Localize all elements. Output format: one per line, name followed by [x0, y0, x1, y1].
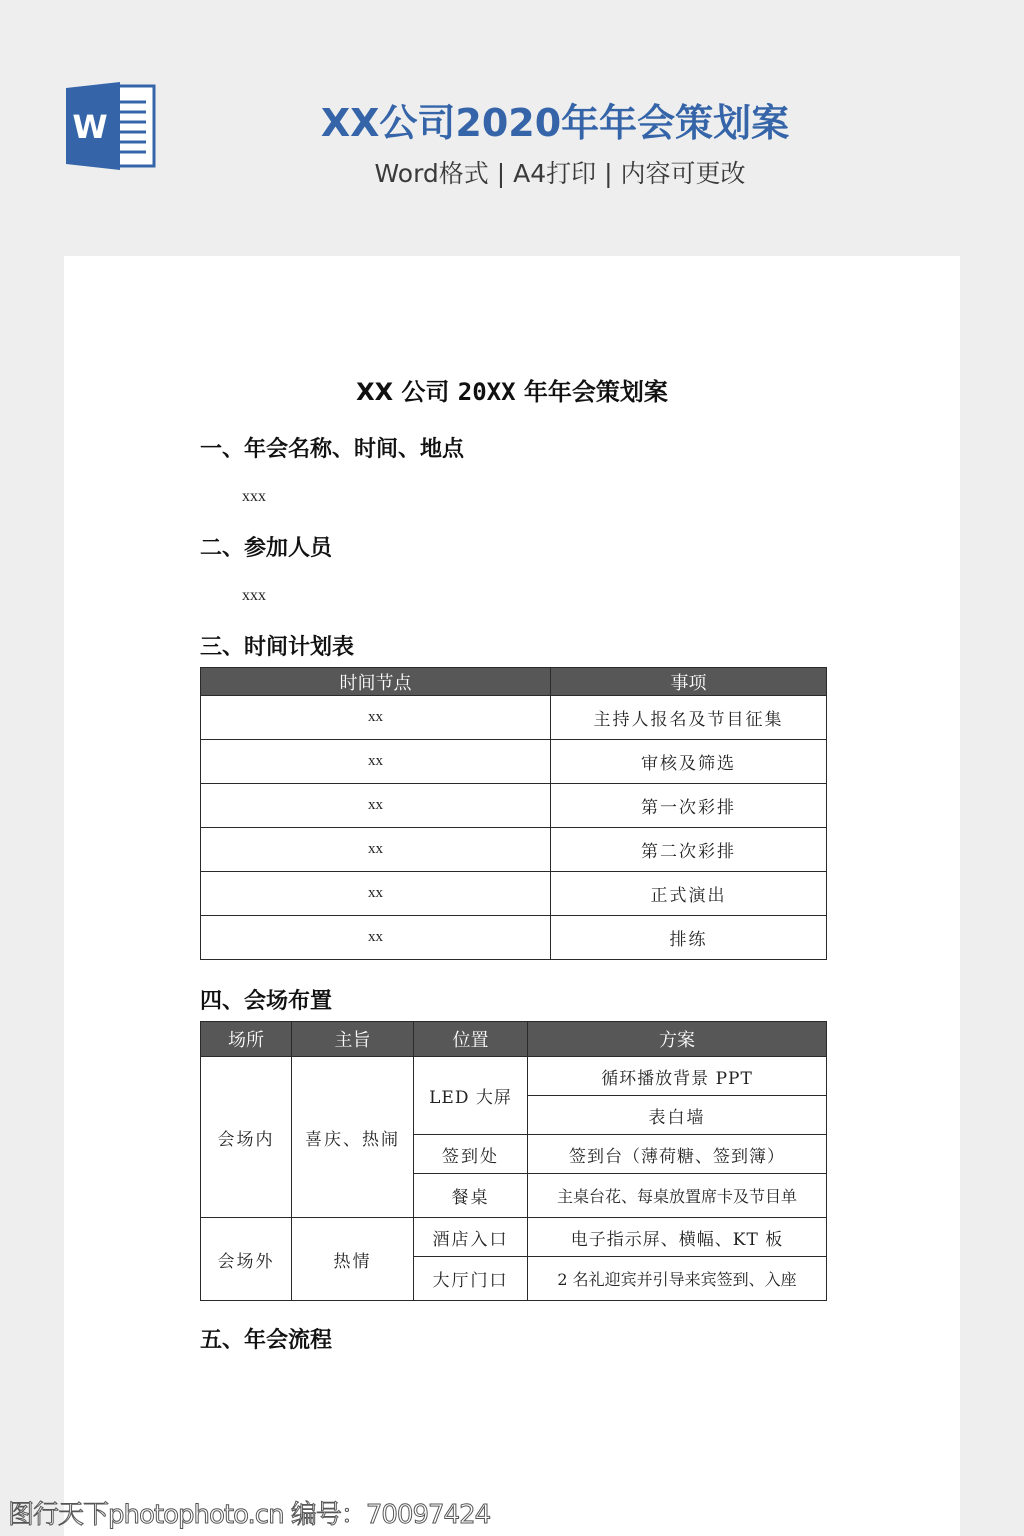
place-cell: 会场外 — [201, 1218, 292, 1301]
item-cell: 正式演出 — [551, 872, 827, 916]
header-time-node: 时间节点 — [201, 668, 551, 696]
document-page — [64, 256, 960, 1536]
time-cell: xx — [201, 784, 551, 828]
title-prefix: XX 公司 — [356, 378, 458, 406]
header-plan: 方案 — [528, 1022, 827, 1057]
item-cell: 主持人报名及节目征集 — [551, 696, 827, 740]
venue-table — [200, 1021, 827, 1301]
word-logo-letter: W — [72, 108, 108, 146]
theme-cell: 喜庆、热闹 — [292, 1057, 414, 1218]
table-row — [201, 916, 827, 960]
plan-cell: 电子指示屏、横幅、KT 板 — [528, 1218, 827, 1257]
time-cell: xx — [201, 872, 551, 916]
time-cell: xx — [201, 696, 551, 740]
table-row — [201, 784, 827, 828]
banner-subtitle: Word格式 | A4打印 | 内容可更改 — [374, 159, 746, 188]
plan-cell: 循环播放背景 PPT — [528, 1057, 827, 1096]
section-heading-4: 四、会场布置 — [200, 989, 333, 1014]
header-item: 事项 — [551, 668, 827, 696]
time-cell: xx — [201, 740, 551, 784]
section-1-content: xxx — [242, 488, 266, 505]
table-header-row — [201, 668, 827, 696]
theme-cell: 热情 — [292, 1218, 414, 1301]
item-cell: 排练 — [551, 916, 827, 960]
header-location: 位置 — [414, 1022, 528, 1057]
table-header-row — [201, 1022, 827, 1057]
header-place: 场所 — [201, 1022, 292, 1057]
plan-cell: 2 名礼迎宾并引导来宾签到、入座 — [528, 1257, 827, 1301]
table-row — [201, 872, 827, 916]
location-cell: LED 大屏 — [414, 1057, 528, 1135]
title-code: 20XX — [457, 378, 516, 406]
table-row — [201, 1218, 827, 1257]
item-cell: 第一次彩排 — [551, 784, 827, 828]
plan-cell: 主桌台花、每桌放置席卡及节目单 — [528, 1174, 827, 1218]
watermark-text: 图行天下photophoto.cn 编号：70097424 — [8, 1500, 491, 1530]
plan-cell: 表白墙 — [528, 1096, 827, 1135]
document-title — [64, 372, 960, 407]
section-heading-2: 二、参加人员 — [200, 536, 333, 561]
section-2-content: xxx — [242, 587, 266, 604]
table-row — [201, 1057, 827, 1096]
banner-title: XX公司2020年年会策划案 — [320, 101, 790, 145]
table-row — [201, 828, 827, 872]
schedule-table — [200, 667, 827, 960]
location-cell: 大厅门口 — [414, 1257, 528, 1301]
location-cell: 酒店入口 — [414, 1218, 528, 1257]
section-heading-5: 五、年会流程 — [200, 1328, 333, 1353]
title-suffix: 年年会策划案 — [515, 378, 668, 406]
location-cell: 餐桌 — [414, 1174, 528, 1218]
item-cell: 审核及筛选 — [551, 740, 827, 784]
place-cell: 会场内 — [201, 1057, 292, 1218]
section-heading-3: 三、时间计划表 — [200, 635, 355, 660]
time-cell: xx — [201, 828, 551, 872]
item-cell: 第二次彩排 — [551, 828, 827, 872]
time-cell: xx — [201, 916, 551, 960]
table-row — [201, 740, 827, 784]
plan-cell: 签到台（薄荷糖、签到簿） — [528, 1135, 827, 1174]
table-row — [201, 696, 827, 740]
header-theme: 主旨 — [292, 1022, 414, 1057]
section-heading-1: 一、年会名称、时间、地点 — [200, 437, 465, 462]
location-cell: 签到处 — [414, 1135, 528, 1174]
